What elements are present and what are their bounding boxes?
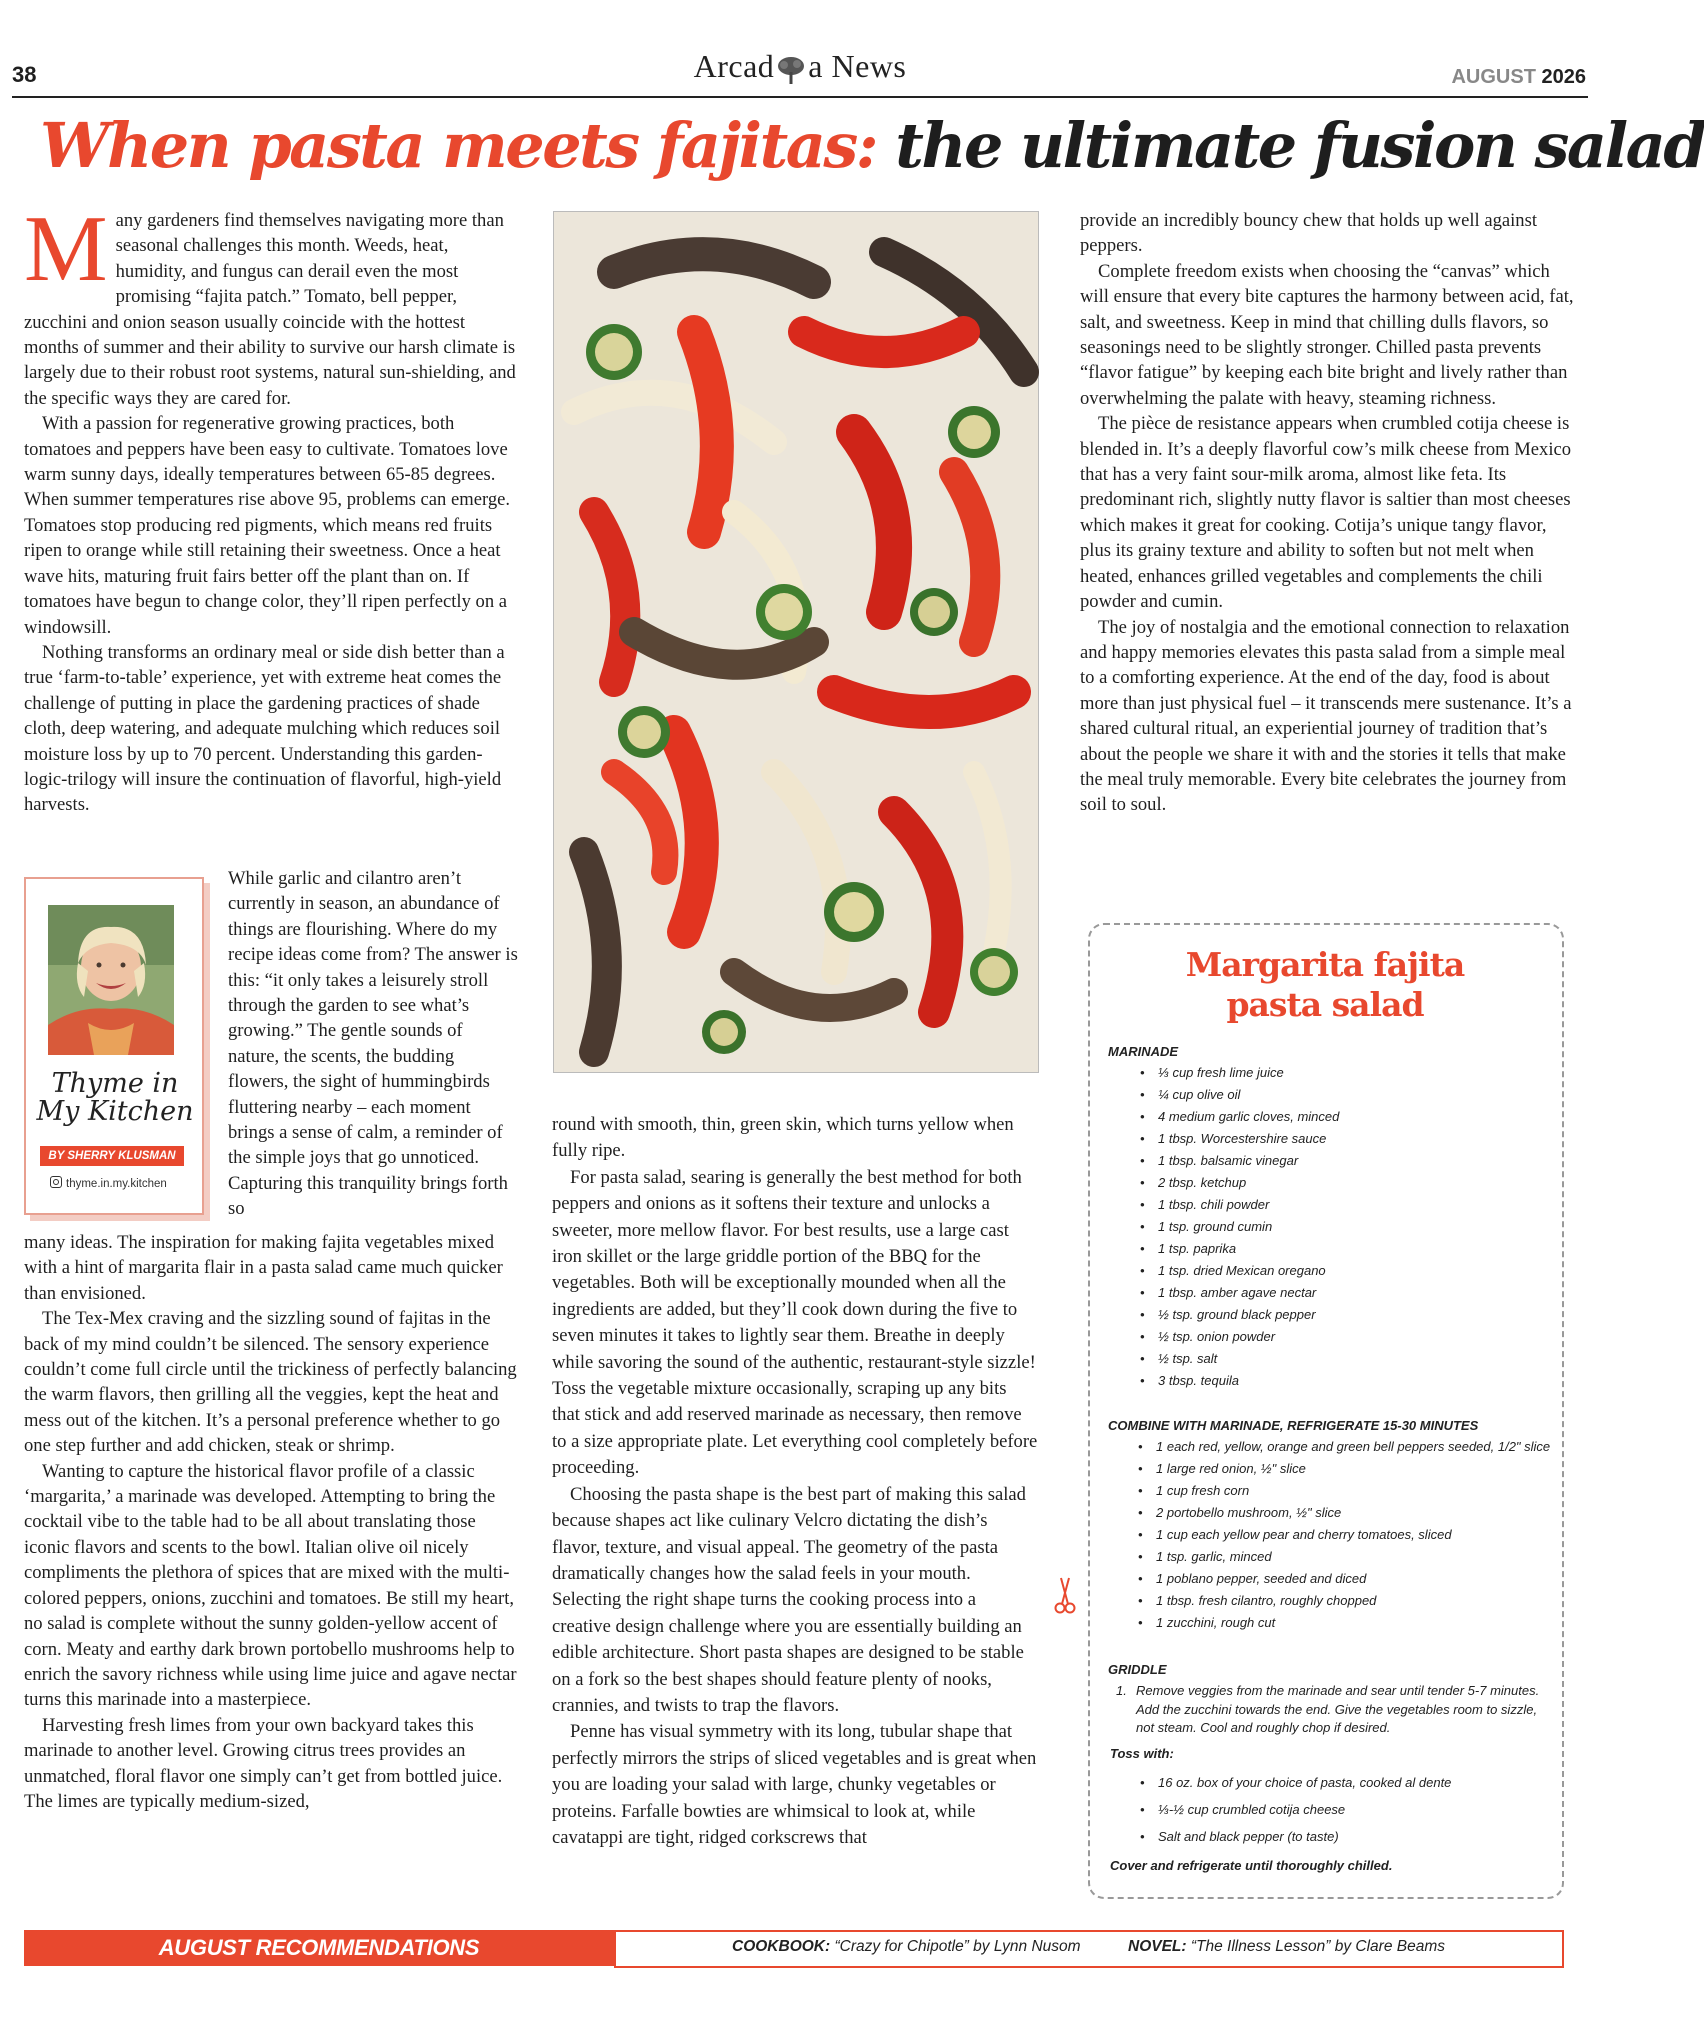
step-text: Remove veggies from the marinade and sear until tender 5-7 minutes. Add the zucchini towards the end. Give the vegetables room to sizzle, not steam. Cool and roughly chop if desired.: [1136, 1683, 1540, 1736]
list-item: • 1 tsp. garlic, minced: [1156, 1546, 1556, 1568]
article-column-1: [24, 197, 518, 818]
list-item: • 3 tbsp. tequila: [1158, 1370, 1548, 1392]
combine-list: [1156, 1436, 1556, 1634]
list-item: • 1 tbsp. amber agave nectar: [1158, 1282, 1548, 1304]
paragraph: The joy of nostalgia and the emotional connection to relaxation and happy memories elevates this pasta salad from a simple meal to a comforting experience. At the end of the day, food is about more than just physical fuel – it transcends mere sustenance. It’s a shared cultural ritual, an experiential journey of tradition that’s about the people we share it with and the stories it tells that make the meal truly memorable. Every bite celebrates the journey from soil to soul.: [1080, 616, 1572, 816]
list-item: • ½ tsp. ground black pepper: [1158, 1304, 1548, 1326]
paragraph: For pasta salad, searing is generally the best method for both peppers and onions as it softens their texture and unlocks a sweeter, more mellow flavor. For best results, use a large cast iron skillet or the large griddle portion of the BBQ for the vegetables. Both will be exceptionally mounded when all the ingredients are added, but they’ll cook down during the five to seven minutes it takes to lightly sear them. Breathe in deeply while savoring the sound of the authentic, restaurant-style sizzle! Toss the vegetable mixture occasionally, scraping up any bits that stick and add reserved marinade as necessary, then remove to a size appropriate plate. Let everything cool completely before proceeding.: [552, 1166, 1038, 1479]
list-item: • 2 portobello mushroom, ½" slice: [1156, 1502, 1556, 1524]
paragraph: Penne has visual symmetry with its long, tubular shape that perfectly mirrors the strips of sliced vegetables and is great when you are loading your salad with large, chunky vegetables or proteins. Farfalle bowties are whimsical to look at, while cavatappi are tight, ridged corkscrews that: [552, 1721, 1037, 1848]
toss-list: [1158, 1772, 1548, 1853]
recipe-title: [1100, 945, 1550, 1025]
griddle-step: [1116, 1682, 1556, 1738]
headline-part1: When pasta meets fajitas:: [40, 109, 877, 182]
drop-cap: M: [24, 197, 108, 301]
publication-masthead: [0, 48, 1600, 91]
paragraph: Harvesting fresh limes from your own backyard takes this marinade to another level. Growing citrus trees provides an unmatched, floral flavor one simply can’t get from bottled juice. The limes are typically medium-sized,: [24, 1714, 503, 1812]
list-item: • 1 tbsp. fresh cilantro, roughly chopped: [1156, 1590, 1556, 1612]
list-item: • 1 tsp. paprika: [1158, 1238, 1548, 1260]
article-column-2: [552, 1112, 1038, 1851]
instagram-handle-text: thyme.in.my.kitchen: [66, 1178, 167, 1190]
toss-heading: Toss with:: [1110, 1746, 1174, 1761]
publication-name-part1: Arcad: [693, 48, 775, 84]
publication-name-part2: a News: [808, 48, 907, 84]
paragraph: The pièce de resistance appears when crumbled cotija cheese is blended in. It’s a deeply flavorful cow’s milk cheese from Mexico that has a very faint sour-milk aroma, almost like feta. Its predominant rich, slightly nutty flavor is saltier than most cheeses which makes it great for cooking. Cotija’s unique tangy flavor, plus its grainy texture and ability to soften but not melt when heated, enhances grilled vegetables and complements the chili powder and cumin.: [1080, 413, 1572, 613]
article-column-1-wrap: [228, 866, 518, 1222]
column-name-line2: My Kitchen: [36, 1096, 194, 1127]
author-photo: [48, 905, 174, 1055]
column-name-line1: Thyme in: [51, 1068, 179, 1099]
marinade-list: [1158, 1062, 1548, 1392]
griddle-heading: GRIDDLE: [1108, 1662, 1167, 1677]
list-item: • 1 tbsp. balsamic vinegar: [1158, 1150, 1548, 1172]
recipe-title-line2: pasta salad: [1226, 985, 1424, 1024]
list-item: • 1 each red, yellow, orange and green bell peppers seeded, 1/2" slice: [1156, 1436, 1556, 1458]
paragraph: many ideas. The inspiration for making fajita vegetables mixed with a hint of margarita flair in a pasta salad came much quicker than envisioned.: [24, 1232, 503, 1304]
step-number: 1.: [1116, 1683, 1127, 1698]
list-item: • ½ tsp. onion powder: [1158, 1326, 1548, 1348]
list-item: • 1 tsp. dried Mexican oregano: [1158, 1260, 1548, 1282]
headline: [40, 109, 1704, 182]
cookbook-label: COOKBOOK:: [732, 1938, 831, 1955]
paragraph: Choosing the pasta shape is the best part of making this salad because shapes act like culinary Velcro dictating the dish’s flavor, texture, and visual appeal. The geometry of the pasta dramatically changes how the salad feels in your mouth. Selecting the right shape turns the cooking process into a creative design challenge where you are essentially building an edible architecture. Short pasta shapes are designed to be stable on a fork so the best shapes should feature plenty of nooks, crannies, and twists to trap the flavors.: [552, 1483, 1026, 1716]
paragraph: With a passion for regenerative growing practices, both tomatoes and peppers have been easy to cultivate. Tomatoes love warm sunny days, ideally temperatures between 65-85 degrees. When summer temperatures rise above 95, problems can emerge. Tomatoes stop producing red pigments, which means red fruits ripen to orange while still retaining their sweetness. Once a heat wave hits, maturing fruit fairs better off the plant than on. If tomatoes have begun to change color, they’ll ripen perfectly on a windowsill.: [24, 413, 511, 638]
fajita-vegetables-photo: [553, 211, 1039, 1073]
cover-note: Cover and refrigerate until thoroughly chilled.: [1110, 1858, 1393, 1873]
list-item: • ½ tsp. salt: [1158, 1348, 1548, 1370]
paragraph: While garlic and cilantro aren’t currently in season, an abundance of things are flourishing. Where do my recipe ideas come from? The answer is this: “it only takes a leisurely stroll through the garden to see what’s growing.” The gentle sounds of nature, the scents, the budding flowers, the sight of hummingbirds fluttering nearby – each moment brings a sense of calm, a reminder of the simple joys that go unnoticed. Capturing this tranquility brings forth so: [228, 868, 518, 1220]
paragraph: round with smooth, thin, green skin, which turns yellow when fully ripe.: [552, 1114, 1014, 1162]
issue-year: 2026: [1541, 66, 1586, 88]
paragraph: Nothing transforms an ordinary meal or side dish better than a true ‘farm-to-table’ experience, yet with extreme heat comes the challenge of putting in place the gardening practices of shade cloth, deep watering, and adequate mulching which reduces soil moisture loss by up to 70 percent. Understanding this garden-logic-trilogy will insure the continuation of flavorful, high-yield harvests.: [24, 641, 505, 816]
list-item: • ¼ cup olive oil: [1158, 1084, 1548, 1106]
paragraph: provide an incredibly bouncy chew that holds up well against peppers.: [1080, 210, 1537, 257]
recipe-title-line1: Margarita fajita: [1185, 945, 1465, 984]
list-item: • 4 medium garlic cloves, minced: [1158, 1106, 1548, 1128]
page-number: 38: [12, 62, 37, 87]
list-item: • 1 cup each yellow pear and cherry tomatoes, sliced: [1156, 1524, 1556, 1546]
issue-month: AUGUST: [1451, 66, 1536, 88]
list-item: • Salt and black pepper (to taste): [1158, 1826, 1548, 1853]
header-rule: [12, 96, 1588, 98]
list-item: • 16 oz. box of your choice of pasta, cooked al dente: [1158, 1772, 1548, 1799]
cookbook-recommendation: [732, 1938, 1081, 1956]
tree-icon: [776, 56, 806, 91]
list-item: • 1 tbsp. chili powder: [1158, 1194, 1548, 1216]
marinade-heading: MARINADE: [1108, 1044, 1179, 1059]
paragraph: Complete freedom exists when choosing the “canvas” which will ensure that every bite captures the harmony between acid, fat, salt, and sweetness. Keep in mind that chilling dulls flavors, so seasonings need to be slightly stronger. Chilled pasta prevents “flavor fatigue” by keeping each bite bright and lively rather than overwhelming the palate with heavy, steaming richness.: [1080, 260, 1574, 409]
list-item: • 1 zucchini, rough cut: [1156, 1612, 1556, 1634]
footer-label: AUGUST RECOMMENDATIONS: [158, 1935, 480, 1960]
headline-part2: the ultimate fusion salad: [876, 109, 1704, 182]
list-item: • 1 large red onion, ½" slice: [1156, 1458, 1556, 1480]
list-item: • ⅓ cup fresh lime juice: [1158, 1062, 1548, 1084]
scissors-icon: [1054, 1575, 1076, 1620]
instagram-icon: [50, 1176, 62, 1188]
cookbook-title: “Crazy for Chipotle” by Lynn Nusom: [830, 1938, 1081, 1955]
author-byline: BY SHERRY KLUSMAN: [40, 1146, 184, 1166]
paragraph: The Tex-Mex craving and the sizzling sound of fajitas in the back of my mind couldn’t be silenced. The sensory experience couldn’t come full circle until the trickiness of perfectly balancing the warm flavors, then grilling all the veggies, kept the heat and mess out of the kitchen. It’s a personal preference whether to go one step further and add chicken, steak or shrimp.: [24, 1308, 517, 1457]
list-item: • 1 cup fresh corn: [1156, 1480, 1556, 1502]
instagram-handle: [50, 1176, 200, 1190]
list-item: • 1 tbsp. Worcestershire sauce: [1158, 1128, 1548, 1150]
novel-recommendation: [1128, 1938, 1445, 1956]
column-name: [30, 1070, 200, 1126]
list-item: • 1 tsp. ground cumin: [1158, 1216, 1548, 1238]
novel-title: “The Illness Lesson” by Clare Beams: [1186, 1938, 1445, 1955]
novel-label: NOVEL:: [1128, 1938, 1187, 1955]
article-column-1-continued: [24, 1230, 518, 1814]
list-item: • 1 poblano pepper, seeded and diced: [1156, 1568, 1556, 1590]
paragraph: any gardeners find themselves navigating more than seasonal challenges this month. Weeds, heat, humidity, and fungus can derail even the most promising “fajita patch.” Tomato, bell pepper, zucchini and onion season usually coincide with the hottest months of summer and their ability to survive our harsh climate is largely due to their robust root systems, natural sun-shielding, and the specific ways they are cared for.: [24, 210, 516, 409]
paragraph: Wanting to capture the historical flavor profile of a classic ‘margarita,’ a marinade was developed. Attempting to bring the cocktail vibe to the table had to be all about translating those iconic flavors and scents to the bowl. Italian olive oil nicely compliments the plethora of spices that are mixed with the multi-colored peppers, onions, zucchini and tomatoes. Be still my heart, no salad is complete without the sunny golden-yellow accent of corn. Meaty and earthy dark brown portobello mushrooms help to enrich the savory richness while using lime juice and agave nectar turns this marinade into a masterpiece.: [24, 1460, 517, 1711]
article-column-3: [1080, 208, 1574, 818]
issue-date: [1451, 66, 1586, 89]
list-item: • 2 tbsp. ketchup: [1158, 1172, 1548, 1194]
combine-heading: COMBINE WITH MARINADE, REFRIGERATE 15-30 MINUTES: [1108, 1418, 1479, 1433]
list-item: • ⅓-½ cup crumbled cotija cheese: [1158, 1799, 1548, 1826]
